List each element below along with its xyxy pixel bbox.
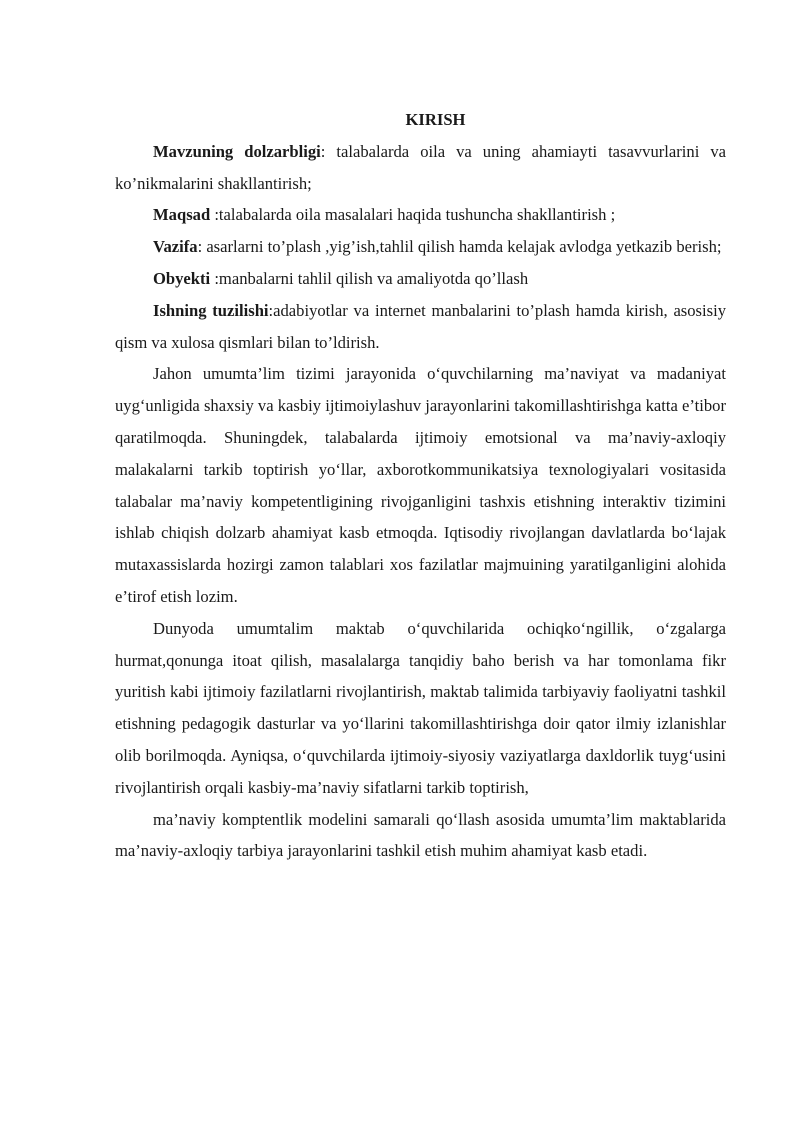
body-paragraph: Jahon umumta’lim tizimi jarayonida o‘quvchilarning ma’naviyat va madaniyat uyg‘unligida shaxsiy va kasbiy ijtimoiylashuv jarayonlarini takomillashtirishga katta e’tibor qaratilmoqda. Shuningdek, talabalarda ijtimoiy emotsional va ma’naviy-axloqiy malakalarni tarkib toptirish yo‘llar, axborotkommunikatsiya texnologiyalari vositasida talabalar ma’naviy kompetentligining rivojganligini tashxis etishning interaktiv tizimini ishlab chiqish dolzarb ahamiyat kasb etmoqda. Iqtisodiy rivojlangan davlatlarda bo‘lajak mutaxassislarda hozirgi zamon talablari xos fazilatlar majmuining yaratilganligini alohida e’tirof etish lozim.	[115, 364, 726, 606]
section-label: Vazifa	[153, 237, 198, 257]
section-label: Maqsad	[153, 205, 211, 225]
section-text: :adabiyotlar va internet manbalarini to’plash hamda kirish, asosisiy qism va xulosa qismlari bilan to’ldirish.	[115, 300, 726, 352]
section-label: Mavzuning dolzarbligi	[153, 141, 321, 161]
section-text: :talabalarda oila masalalari haqida tushuncha shakllantirish ;	[210, 205, 616, 225]
document-page	[115, 104, 726, 867]
section-text: :manbalarni tahlil qilish va amaliyotda qo’llash	[210, 268, 529, 288]
section-label: Obyekti	[153, 268, 211, 288]
section-text: : asarlarni to’plash ,yig’ish,tahlil qilish hamda kelajak avlodga yetkazib berish;	[197, 237, 722, 257]
page-title: KIRISH	[405, 110, 466, 129]
section-dolzarblik	[115, 136, 726, 200]
section-label: Ishning tuzilishi	[153, 300, 269, 320]
body-paragraph: ma’naviy komptentlik modelini samarali qo‘llash asosida umumta’lim maktablarida ma’naviy-axloqiy tarbiya jarayonlarini tashkil etish muhim ahamiyat kasb etadi.	[115, 809, 726, 861]
section-maqsad	[115, 199, 726, 231]
body-paragraph: Dunyoda umumtalim maktab o‘quvchilarida ochiqko‘ngillik, o‘zgalarga hurmat,qonunga itoat qilish, masalalarga tanqidiy baho berish va har tomonlama fikr yuritish kabi ijtimoiy fazilatlarni rivojlantirish, maktab talimida tarbiyaviy faoliyatni tashkil etishning pedagogik dasturlar va yo‘llarini takomillashtirishga doir qator ilmiy izlanishlar olib borilmoqda. Ayniqsa, o‘quvchilarda ijtimoiy-siyosiy vaziyatlarga daxldorlik tuyg‘usini rivojlantirish orqali kasbiy-ma’naviy sifatlarni tarkib toptirish,	[115, 618, 726, 797]
section-text: : talabalarda oila va uning ahamiayti tasavvurlarini va ko’nikmalarini shakllantirish;	[115, 141, 726, 193]
section-tuzilishi	[115, 295, 726, 359]
section-obyekti	[115, 263, 726, 295]
section-vazifa	[115, 231, 726, 263]
